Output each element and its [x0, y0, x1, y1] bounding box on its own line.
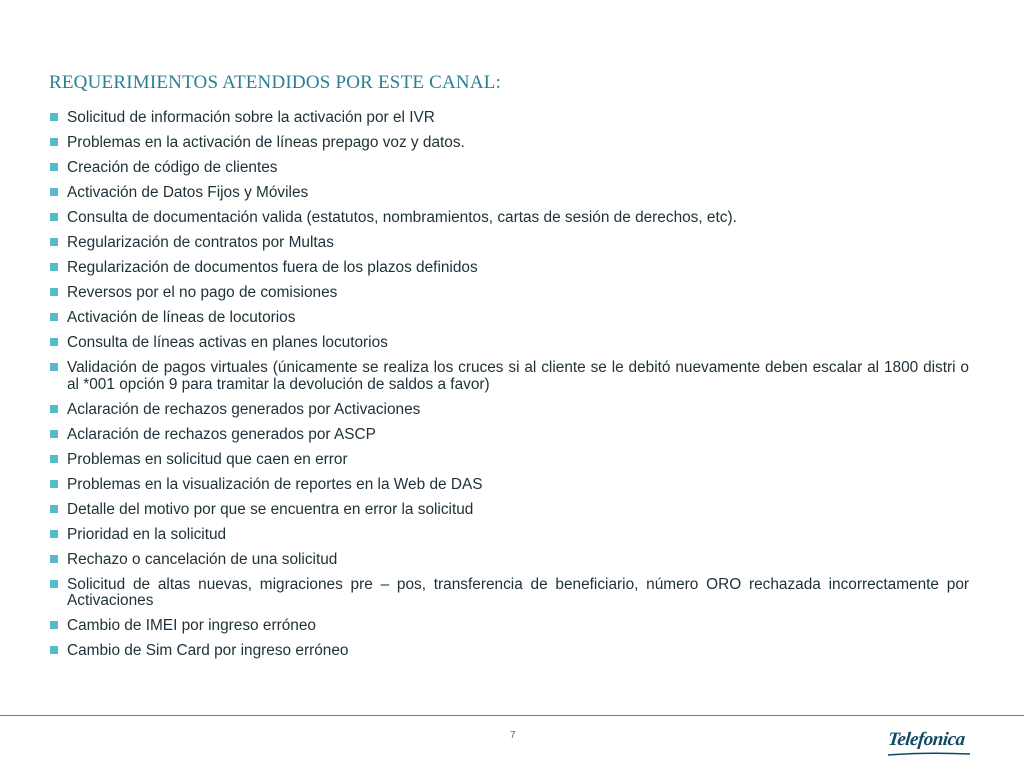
square-bullet-icon	[50, 213, 58, 221]
square-bullet-icon	[50, 405, 58, 413]
list-item-text: Activación de Datos Fijos y Móviles	[67, 184, 309, 201]
square-bullet-icon	[50, 188, 58, 196]
square-bullet-icon	[50, 480, 58, 488]
square-bullet-icon	[50, 363, 58, 371]
list-item-text: Aclaración de rechazos generados por ASCP	[67, 425, 376, 443]
list-item	[48, 335, 969, 352]
list-item	[48, 285, 969, 302]
square-bullet-icon	[50, 455, 58, 463]
square-bullet-icon	[50, 113, 58, 121]
footer-divider	[0, 715, 1024, 716]
list-item-text: Prioridad en la solicitud	[67, 525, 227, 543]
square-bullet-icon	[50, 163, 58, 171]
list-item-text: Solicitud de información sobre la activación por el IVR	[67, 109, 435, 126]
square-bullet-icon	[50, 238, 58, 246]
list-item	[48, 527, 969, 544]
list-item	[48, 260, 969, 277]
list-item-text: Reversos por el no pago de comisiones	[67, 284, 338, 301]
list-item-text: Activación de líneas de locutorios	[67, 309, 296, 326]
list-item	[48, 135, 969, 152]
list-item	[48, 310, 969, 327]
list-item	[48, 577, 969, 610]
list-item	[48, 502, 969, 519]
square-bullet-icon	[50, 555, 58, 563]
list-item-text: Problemas en solicitud que caen en error	[67, 450, 348, 468]
square-bullet-icon	[50, 530, 58, 538]
logo-swoosh-icon	[886, 752, 972, 757]
square-bullet-icon	[50, 288, 58, 296]
list-item-text: Cambio de IMEI por ingreso erróneo	[67, 617, 316, 634]
list-item	[48, 360, 969, 393]
telefonica-logo: Telefonica	[886, 729, 966, 750]
square-bullet-icon	[50, 138, 58, 146]
square-bullet-icon	[50, 263, 58, 271]
square-bullet-icon	[50, 580, 58, 588]
list-item-text: Solicitud de altas nuevas, migraciones pre – pos, transferencia de beneficiario, número ORO rechazada incorrectamente por Activaciones	[67, 575, 969, 609]
list-item-text: Problemas en la activación de líneas prepago voz y datos.	[67, 134, 465, 151]
list-item	[48, 477, 969, 494]
slide-title: REQUERIMIENTOS ATENDIDOS POR ESTE CANAL:	[49, 72, 502, 93]
list-item	[48, 210, 969, 227]
list-item-text: Validación de pagos virtuales (únicamente se realiza los cruces si al cliente se le debitó nuevamente deben escalar al 1800 distri o al *001 opción 9 para tramitar la devolución de saldos a favor)	[67, 359, 969, 393]
square-bullet-icon	[50, 621, 58, 629]
list-item-text: Detalle del motivo por que se encuentra en error la solicitud	[67, 500, 474, 518]
list-item-text: Problemas en la visualización de reportes en la Web de DAS	[67, 475, 483, 493]
square-bullet-icon	[50, 505, 58, 513]
list-item	[48, 235, 969, 252]
list-item	[48, 427, 969, 444]
list-item	[48, 618, 969, 635]
list-item-text: Creación de código de clientes	[67, 159, 278, 176]
requirements-list	[48, 110, 969, 668]
list-item	[48, 452, 969, 469]
list-item	[48, 160, 969, 177]
list-item-text: Consulta de líneas activas en planes locutorios	[67, 334, 388, 351]
square-bullet-icon	[50, 646, 58, 654]
square-bullet-icon	[50, 313, 58, 321]
list-item	[48, 552, 969, 569]
list-item-text: Cambio de Sim Card por ingreso erróneo	[67, 642, 349, 659]
square-bullet-icon	[50, 430, 58, 438]
list-item	[48, 402, 969, 419]
list-item-text: Aclaración de rechazos generados por Activaciones	[67, 400, 421, 418]
list-item-text: Regularización de contratos por Multas	[67, 234, 334, 251]
square-bullet-icon	[50, 338, 58, 346]
list-item	[48, 185, 969, 202]
list-item-text: Consulta de documentación valida (estatutos, nombramientos, cartas de sesión de derechos, etc).	[67, 209, 737, 226]
list-item	[48, 110, 969, 127]
page-number: 7	[510, 730, 516, 741]
list-item-text: Rechazo o cancelación de una solicitud	[67, 550, 338, 568]
list-item	[48, 643, 969, 660]
list-item-text: Regularización de documentos fuera de los plazos definidos	[67, 259, 478, 276]
